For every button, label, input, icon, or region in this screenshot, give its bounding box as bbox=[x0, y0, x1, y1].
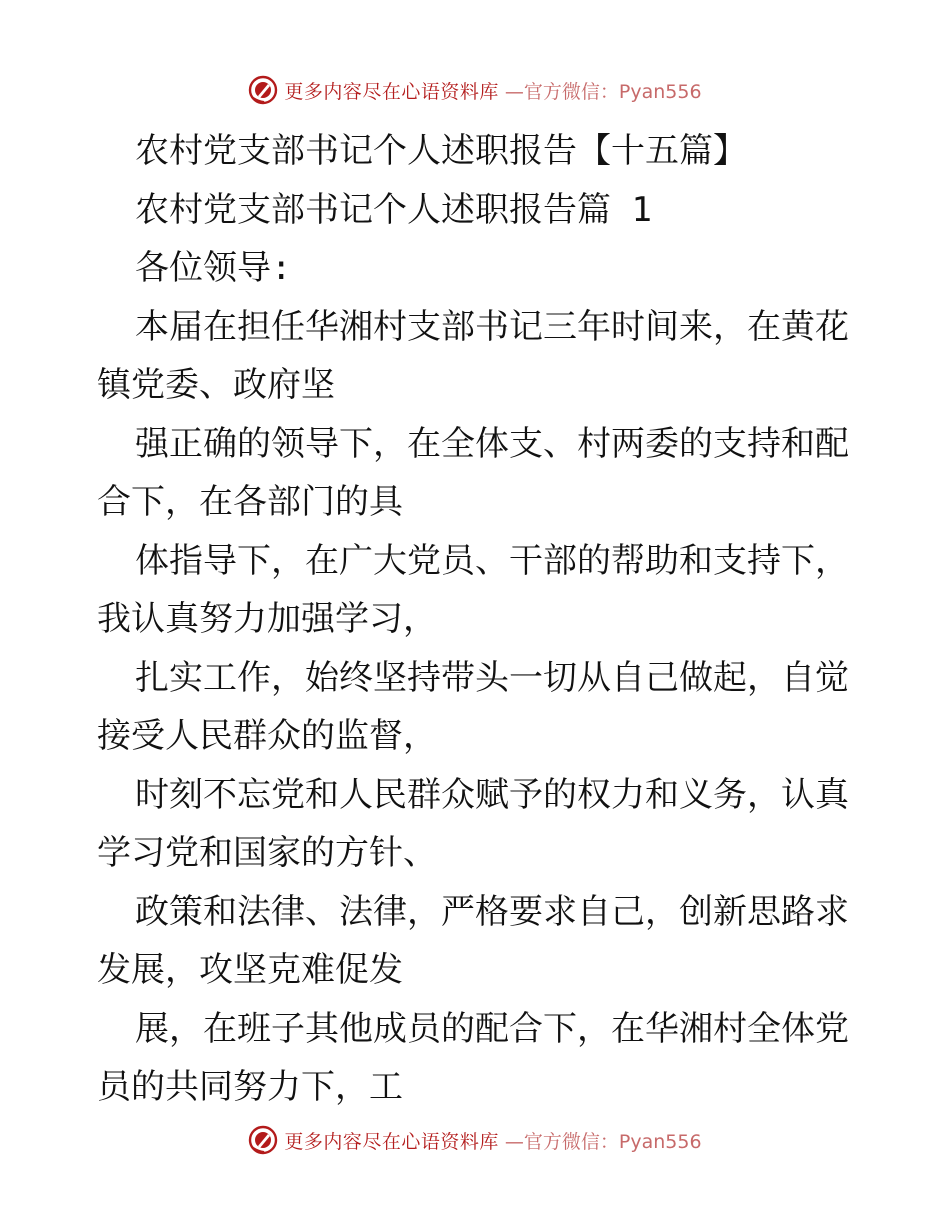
paragraph bbox=[97, 649, 857, 766]
paragraph-line: 发展，攻坚克难促发 bbox=[97, 950, 403, 990]
paragraph bbox=[97, 1000, 857, 1117]
seal-pen-icon bbox=[248, 75, 278, 105]
document-body bbox=[97, 122, 857, 1117]
paragraph bbox=[97, 532, 857, 649]
paragraph bbox=[97, 415, 857, 532]
header-banner bbox=[0, 70, 950, 110]
seal-pen-icon bbox=[248, 1125, 278, 1155]
paragraph-line: 我认真努力加强学习， bbox=[97, 599, 437, 639]
paragraph bbox=[97, 298, 857, 415]
promo-text: 更多内容尽在心语资料库 bbox=[284, 1130, 499, 1153]
paragraph-line: 本届在担任华湘村支部书记三年时间来，在黄花 bbox=[135, 306, 849, 347]
paragraph-line: 强正确的领导下，在全体支、村两委的支持和配 bbox=[135, 423, 849, 464]
document-title: 农村党支部书记个人述职报告【十五篇】 bbox=[135, 131, 747, 171]
paragraph-line: 体指导下，在广大党员、干部的帮助和支持下， bbox=[135, 540, 849, 581]
paragraph-line: 学习党和国家的方针、 bbox=[97, 833, 437, 873]
paragraph-line: 政策和法律、法律，严格要求自己，创新思路求 bbox=[135, 891, 849, 932]
paragraph-line: 扎实工作，始终坚持带头一切从自己做起，自觉 bbox=[135, 657, 849, 698]
paragraph-line: 镇党委、政府坚 bbox=[97, 365, 335, 405]
paragraph-line: 展，在班子其他成员的配合下，在华湘村全体党 bbox=[135, 1008, 849, 1049]
footer-banner bbox=[0, 1120, 950, 1160]
paragraph bbox=[97, 766, 857, 883]
promo-text: 更多内容尽在心语资料库 bbox=[284, 80, 499, 103]
paragraph-line: 合下，在各部门的具 bbox=[97, 482, 403, 522]
document-subtitle: 农村党支部书记个人述职报告篇 1 bbox=[135, 189, 652, 230]
contact-text: —官方微信：Pyan556 bbox=[504, 80, 702, 103]
contact-text: —官方微信：Pyan556 bbox=[504, 1130, 702, 1153]
salutation: 各位领导: bbox=[135, 248, 292, 288]
paragraph-line: 员的共同努力下，工 bbox=[97, 1067, 403, 1107]
paragraph-line: 时刻不忘党和人民群众赋予的权力和义务，认真 bbox=[135, 774, 849, 815]
paragraph-line: 接受人民群众的监督， bbox=[97, 716, 437, 756]
paragraph bbox=[97, 883, 857, 1000]
